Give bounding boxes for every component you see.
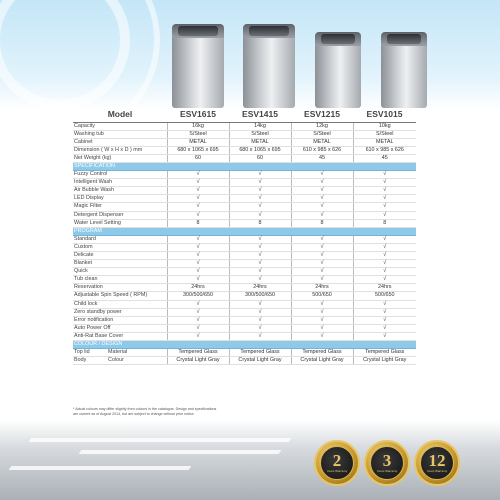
- spec-label: Auto Power Off: [73, 324, 167, 332]
- colour-row-label: [73, 349, 167, 357]
- section-title: COLOUR / DESIGN: [73, 341, 416, 349]
- washer-image-esv1615: [172, 24, 224, 108]
- spec-value: √: [353, 332, 416, 340]
- spec-value: Crystal Light Gray: [353, 357, 416, 365]
- spec-value: 12kg: [291, 122, 353, 130]
- spec-label: Cabinet: [73, 138, 167, 146]
- spec-label: Adjustable Spin Speed ( RPM): [73, 292, 167, 300]
- spec-value: √: [291, 268, 353, 276]
- spec-row: [73, 211, 416, 219]
- spec-value: Tempered Glass: [229, 349, 291, 357]
- spec-value: √: [353, 324, 416, 332]
- spec-value: √: [353, 252, 416, 260]
- washer-image-esv1215: [315, 32, 361, 108]
- spec-value: S/Steel: [167, 130, 229, 138]
- spec-row: [73, 308, 416, 316]
- spec-value: √: [229, 300, 291, 308]
- spec-value: 680 x 1065 x 695: [229, 146, 291, 154]
- spec-value: √: [291, 252, 353, 260]
- spec-value: Crystal Light Gray: [291, 357, 353, 365]
- spec-label: Air Bubble Wash: [73, 187, 167, 195]
- spec-label: LED Display: [73, 195, 167, 203]
- spec-value: METAL: [353, 138, 416, 146]
- spec-row: [73, 260, 416, 268]
- spec-value: √: [167, 252, 229, 260]
- spec-value: √: [291, 324, 353, 332]
- warranty-badge: [314, 440, 360, 486]
- spec-row: [73, 235, 416, 243]
- warranty-text: Years Warranty: [326, 469, 348, 473]
- spec-row: [73, 203, 416, 211]
- spec-value: 16kg: [167, 122, 229, 130]
- spec-value: √: [229, 171, 291, 179]
- spec-value: √: [167, 195, 229, 203]
- spec-value: √: [229, 243, 291, 251]
- spec-label: Detergent Dispenser: [73, 211, 167, 219]
- spec-row: [73, 187, 416, 195]
- spec-row: [73, 252, 416, 260]
- spec-value: √: [167, 316, 229, 324]
- spec-value: √: [167, 324, 229, 332]
- spec-value: √: [291, 316, 353, 324]
- spec-value: √: [291, 203, 353, 211]
- spec-value: √: [167, 268, 229, 276]
- spec-value: S/Steel: [229, 130, 291, 138]
- spec-value: √: [291, 179, 353, 187]
- spec-value: 500/650: [353, 292, 416, 300]
- warranty-years: 3: [382, 451, 392, 470]
- spec-row: [73, 276, 416, 284]
- spec-value: √: [291, 260, 353, 268]
- spec-value: √: [353, 308, 416, 316]
- spec-label: Water Level Setting: [73, 219, 167, 227]
- spec-value: √: [229, 316, 291, 324]
- model-name: ESV1615: [167, 108, 229, 122]
- spec-value: √: [229, 179, 291, 187]
- spec-value: S/Steel: [353, 130, 416, 138]
- spec-value: √: [229, 276, 291, 284]
- spec-label: Child lock: [73, 300, 167, 308]
- product-images: [0, 12, 500, 108]
- spec-value: 10kg: [353, 122, 416, 130]
- spec-value: 60: [167, 154, 229, 162]
- spec-value: √: [229, 252, 291, 260]
- spec-value: 8: [167, 219, 229, 227]
- spec-value: 24hrs: [229, 284, 291, 292]
- spec-label: Quick: [73, 268, 167, 276]
- spec-value: Tempered Glass: [353, 349, 416, 357]
- spec-label: Reservation: [73, 284, 167, 292]
- spec-row: [73, 316, 416, 324]
- section-title: PROGRAM: [73, 227, 416, 235]
- spec-row: [73, 219, 416, 227]
- spec-value: √: [167, 260, 229, 268]
- spec-value: √: [353, 243, 416, 251]
- spec-value: √: [167, 243, 229, 251]
- spec-value: √: [353, 260, 416, 268]
- spec-row: [73, 300, 416, 308]
- spec-value: 14kg: [229, 122, 291, 130]
- spec-value: S/Steel: [291, 130, 353, 138]
- spec-value: 8: [229, 219, 291, 227]
- spec-value: √: [229, 324, 291, 332]
- spec-row: [73, 243, 416, 251]
- colour-attr: Material: [108, 349, 128, 356]
- spec-value: √: [291, 171, 353, 179]
- spec-value: √: [229, 260, 291, 268]
- warranty-text: Years Warranty: [426, 469, 448, 473]
- spec-row: [73, 122, 416, 130]
- spec-value: Crystal Light Gray: [167, 357, 229, 365]
- model-name: ESV1215: [291, 108, 353, 122]
- section-header: [73, 341, 416, 349]
- spec-row: [73, 130, 416, 138]
- spec-value: √: [167, 171, 229, 179]
- section-header: [73, 162, 416, 170]
- spec-label: Error notification: [73, 316, 167, 324]
- spec-label: Washing tub: [73, 130, 167, 138]
- spec-label: Tub clean: [73, 276, 167, 284]
- spec-value: √: [291, 308, 353, 316]
- warranty-years: 12: [428, 451, 446, 470]
- spec-value: √: [167, 179, 229, 187]
- section-header: [73, 227, 416, 235]
- warranty-badge: [364, 440, 410, 486]
- spec-value: √: [353, 268, 416, 276]
- spec-value: √: [291, 300, 353, 308]
- colour-row: [73, 357, 416, 365]
- spec-label: Blanket: [73, 260, 167, 268]
- model-name: ESV1415: [229, 108, 291, 122]
- spec-value: √: [353, 235, 416, 243]
- spec-value: 300/500/650: [229, 292, 291, 300]
- spec-value: √: [229, 195, 291, 203]
- spec-value: 8: [291, 219, 353, 227]
- spec-value: 24hrs: [167, 284, 229, 292]
- footnote-line: * Actual colours may differ slightly from colours in the catalogue. Design and specifications: [73, 407, 217, 411]
- spec-value: METAL: [167, 138, 229, 146]
- spec-row: [73, 292, 416, 300]
- spec-label: Zero standby power: [73, 308, 167, 316]
- warranty-text: Years Warranty: [376, 469, 398, 473]
- spec-value: √: [229, 235, 291, 243]
- spec-row: [73, 332, 416, 340]
- spec-value: 8: [353, 219, 416, 227]
- spec-value: √: [291, 235, 353, 243]
- spec-value: √: [353, 300, 416, 308]
- spec-label: Delicate: [73, 252, 167, 260]
- spec-value: √: [353, 203, 416, 211]
- spec-row: [73, 179, 416, 187]
- spec-value: √: [167, 235, 229, 243]
- spec-label: Dimension ( W x H x D ) mm: [73, 146, 167, 154]
- spec-row: [73, 324, 416, 332]
- colour-part: Top lid: [74, 349, 90, 356]
- spec-value: 300/500/650: [167, 292, 229, 300]
- spec-value: 24hrs: [291, 284, 353, 292]
- spec-value: METAL: [291, 138, 353, 146]
- model-header-row: [73, 108, 416, 122]
- washer-image-esv1415: [243, 24, 295, 108]
- spec-value: √: [229, 187, 291, 195]
- spec-value: √: [167, 332, 229, 340]
- spec-row: [73, 195, 416, 203]
- spec-value: 60: [229, 154, 291, 162]
- spec-value: √: [291, 195, 353, 203]
- spec-value: √: [353, 316, 416, 324]
- warranty-badge: [414, 440, 460, 486]
- spec-value: 45: [291, 154, 353, 162]
- colour-part: Body: [74, 357, 87, 364]
- footnote: [73, 407, 373, 416]
- spec-value: √: [167, 300, 229, 308]
- hero-banner: [0, 0, 500, 110]
- spec-value: √: [229, 268, 291, 276]
- spec-value: √: [353, 187, 416, 195]
- spec-value: √: [353, 211, 416, 219]
- spec-value: √: [167, 187, 229, 195]
- spec-label: Net Weight (kg): [73, 154, 167, 162]
- spec-value: √: [291, 243, 353, 251]
- spec-value: √: [291, 211, 353, 219]
- spec-row: [73, 138, 416, 146]
- spec-value: √: [229, 203, 291, 211]
- spec-value: √: [167, 308, 229, 316]
- spec-label: Standard: [73, 235, 167, 243]
- warranty-years: 2: [332, 451, 342, 470]
- spec-value: √: [167, 276, 229, 284]
- spec-value: √: [167, 211, 229, 219]
- spec-label: Anti-Rat Base Cover: [73, 332, 167, 340]
- spec-value: Tempered Glass: [291, 349, 353, 357]
- spec-value: √: [167, 203, 229, 211]
- washer-image-esv1015: [381, 32, 427, 108]
- spec-value: 680 x 1065 x 695: [167, 146, 229, 154]
- spec-value: √: [229, 211, 291, 219]
- spec-value: 500/650: [291, 292, 353, 300]
- spec-row: [73, 284, 416, 292]
- model-header-label: Model: [73, 108, 167, 122]
- colour-attr: Colour: [108, 357, 124, 364]
- spec-value: METAL: [229, 138, 291, 146]
- spec-value: Tempered Glass: [167, 349, 229, 357]
- spec-value: √: [353, 276, 416, 284]
- spec-value: √: [353, 179, 416, 187]
- spec-value: 610 x 985 x 626: [353, 146, 416, 154]
- spec-table: [73, 108, 416, 365]
- spec-value: √: [353, 195, 416, 203]
- spec-value: Crystal Light Gray: [229, 357, 291, 365]
- spec-label: Custom: [73, 243, 167, 251]
- spec-label: Capacity: [73, 122, 167, 130]
- spec-value: √: [291, 332, 353, 340]
- colour-row: [73, 349, 416, 357]
- spec-label: Intelligent Wash: [73, 179, 167, 187]
- spec-row: [73, 171, 416, 179]
- spec-label: Magic Filter: [73, 203, 167, 211]
- spec-value: √: [291, 187, 353, 195]
- spec-value: 24hrs: [353, 284, 416, 292]
- spec-label: Fuzzy Control: [73, 171, 167, 179]
- spec-value: √: [291, 276, 353, 284]
- spec-value: √: [353, 171, 416, 179]
- model-name: ESV1015: [353, 108, 416, 122]
- spec-value: 610 x 985 x 626: [291, 146, 353, 154]
- spec-value: √: [229, 332, 291, 340]
- spec-row: [73, 146, 416, 154]
- spec-value: √: [229, 308, 291, 316]
- spec-value: 45: [353, 154, 416, 162]
- footnote-line: are current as of August 2014, but are subject to change without prior notice.: [73, 411, 195, 416]
- colour-row-label: [73, 357, 167, 365]
- spec-row: [73, 268, 416, 276]
- section-title: SPECIFICATION: [73, 162, 416, 170]
- spec-row: [73, 154, 416, 162]
